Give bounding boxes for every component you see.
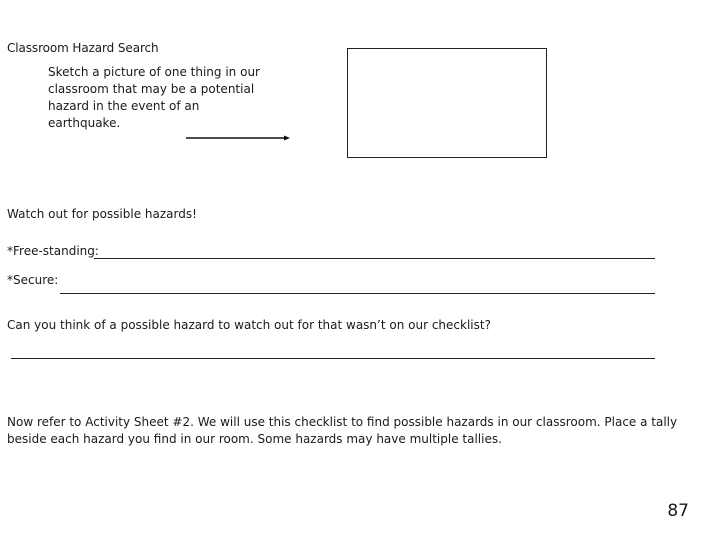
secure-label: *Secure: — [7, 273, 59, 287]
activity-line: beside each hazard you find in our room. Some hazards may have multiple tallies. — [7, 432, 502, 446]
secure-answer-line[interactable] — [60, 293, 655, 294]
sketch-box[interactable] — [347, 48, 547, 158]
activity-line: Now refer to Activity Sheet #2. We will use this checklist to find possible hazards in our classroom. Place a tally — [7, 415, 678, 429]
free-standing-label: *Free-standing: — [7, 244, 99, 258]
page-title: Classroom Hazard Search — [7, 41, 159, 55]
free-standing-answer-line[interactable] — [94, 258, 655, 259]
extra-hazard-question: Can you think of a possible hazard to watch out for that wasn’t on our checklist? — [7, 318, 491, 332]
page-number: 87 — [667, 501, 689, 521]
question-answer-line[interactable] — [11, 358, 655, 359]
instruction-line: Sketch a picture of one thing in our — [48, 65, 260, 79]
instruction-line: classroom that may be a potential — [48, 82, 255, 96]
instruction-line: hazard in the event of an — [48, 99, 200, 113]
instruction-line: earthquake. — [48, 116, 121, 130]
watch-out-heading: Watch out for possible hazards! — [7, 207, 197, 221]
arrow-right-icon — [186, 133, 290, 143]
sketch-instruction — [48, 64, 263, 132]
activity-instructions — [7, 414, 687, 448]
